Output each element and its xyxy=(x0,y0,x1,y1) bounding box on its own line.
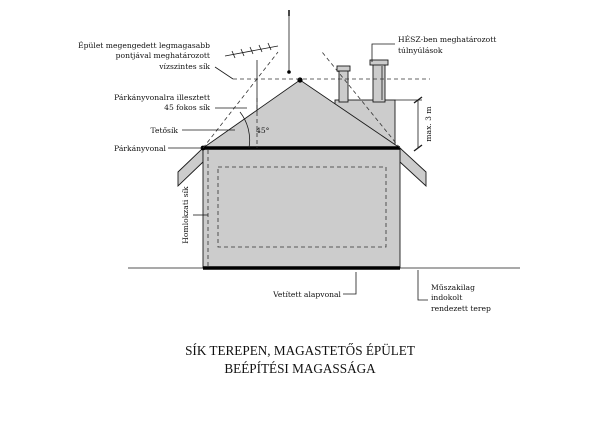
label-plane45-1: Párkányvonalra illesztett xyxy=(114,93,210,102)
label-base-line: Vetített alapvonal xyxy=(273,290,341,299)
caption-line-2: BEÉPÍTÉSI MAGASSÁGA xyxy=(224,361,376,376)
leader-max-height xyxy=(215,67,233,79)
label-plane45-2: 45 fokos sík xyxy=(164,103,210,112)
antenna-element-5 xyxy=(268,43,271,50)
label-gable-plane: Homlokzati sík xyxy=(181,186,190,244)
antenna-element-4 xyxy=(259,45,262,52)
label-hesz-1: HÉSZ-ben meghatározott xyxy=(398,35,497,44)
roof-overhang-left xyxy=(178,148,203,186)
chimney-left-cap xyxy=(337,66,350,71)
label-roof-plane: Tetősík xyxy=(150,126,178,135)
ridge-point-marker xyxy=(297,77,302,82)
leader-base-line xyxy=(343,272,356,294)
label-terrain-2: indokolt xyxy=(431,293,463,302)
caption-line-1: SÍK TEREPEN, MAGASTETŐS ÉPÜLET xyxy=(185,343,415,358)
leader-hesz xyxy=(372,44,395,62)
lightning-rod-base xyxy=(287,70,291,74)
roof-overhang-right xyxy=(400,148,426,186)
label-max-height-3: vízszintes sík xyxy=(159,62,210,71)
building-wall xyxy=(203,148,400,268)
label-terrain-1: Műszakilag xyxy=(431,283,475,292)
chimney-right xyxy=(373,64,385,102)
label-max-3m: max. 3 m xyxy=(424,106,433,142)
label-max-height-2: pontjával meghatározott xyxy=(115,51,210,60)
label-angle: 45° xyxy=(256,126,270,135)
label-terrain-3: rendezett terep xyxy=(431,304,491,313)
leader-terrain xyxy=(418,270,428,300)
label-hesz-2: túlnyúlások xyxy=(398,46,443,55)
chimney-right-cap xyxy=(370,60,388,65)
label-eaves-line: Párkányvonal xyxy=(114,144,166,153)
label-max-height-1: Épület megengedett legmagasabb xyxy=(78,41,210,50)
